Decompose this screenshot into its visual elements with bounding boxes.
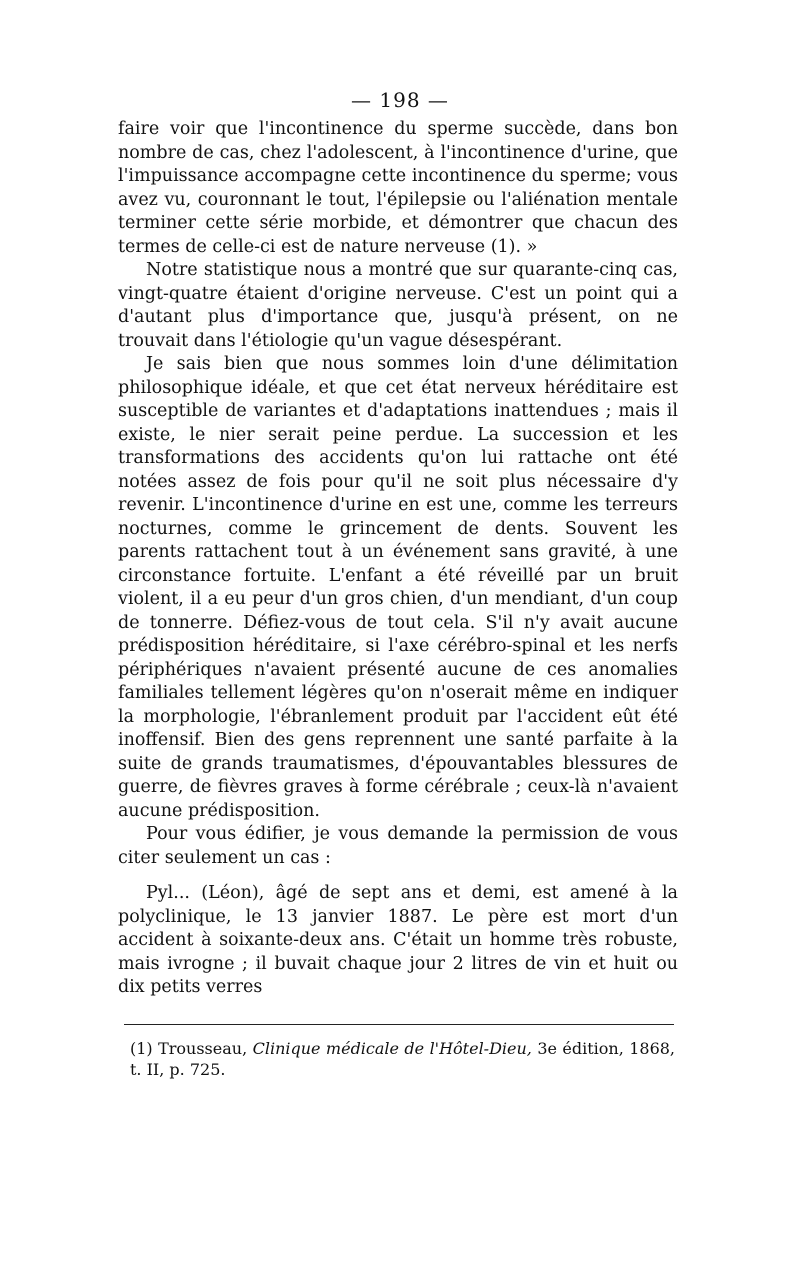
page-number: — 198 — — [351, 88, 449, 112]
paragraph-continuation: faire voir que l'incontinence du sperme succède, dans bon nombre de cas, chez l'adolescent, à l'incontinence d'urine, que l'impuissance accompagne cette incontinence du sperme; vous avez vu, couronnant le tout, l'épilepsie ou l'aliénation mentale terminer cette série morbide, et démontrer que chacun des termes de celle-ci est de nature nerveuse (1). » — [118, 119, 678, 257]
footnote-prefix: (1) Trousseau, — [130, 1039, 253, 1058]
footnote — [130, 1038, 675, 1080]
paragraph-statistics: Notre statistique nous a montré que sur quarante-cinq cas, vingt-quatre étaient d'origine nerveuse. C'est un point qui a d'autant plus d'importance que, jusqu'à présent, on ne trouvait dans l'étiologie qu'un vague désespérant. — [118, 260, 678, 351]
footnote-suffix: 3e édition, 1868, t. II, p. 725. — [130, 1039, 676, 1079]
footnote-title: Clinique médicale de l'Hôtel-Dieu, — [252, 1039, 532, 1058]
paragraph-heredity: Je sais bien que nous sommes loin d'une délimitation philosophique idéale, et que cet état nerveux héréditaire est susceptible de variantes et d'adaptations inattendues ; mais il existe, le nier serait peine perdue. La succession et les transformations des accidents qu'on lui rattache ont été notées assez de fois pour qu'il ne soit plus nécessaire d'y revenir. L'incontinence d'urine en est une, comme les terreurs nocturnes, comme le grincement de dents. Souvent les parents rattachent tout à un événement sans gravité, à une circonstance fortuite. L'enfant a été réveillé par un bruit violent, il a eu peur d'un gros chien, d'un mendiant, d'un coup de tonnerre. Défiez-vous de tout cela. S'il n'y avait aucune prédisposition héréditaire, si l'axe cérébro-spinal et les nerfs périphériques n'avaient présenté aucune de ces anomalies familiales tellement légères qu'on n'oserait même en indiquer la morphologie, l'ébranlement produit par l'accident eût été inoffensif. Bien des gens reprennent une santé parfaite à la suite de grands traumatismes, d'épouvantables blessures de guerre, de fièvres graves à forme cérébrale ; ceux-là n'avaient aucune prédisposition. — [118, 354, 678, 821]
body-text — [118, 118, 678, 1000]
paragraph-case-intro: Pour vous édifier, je vous demande la permission de vous citer seulement un cas : — [118, 824, 678, 868]
paragraph-case-report: Pyl... (Léon), âgé de sept ans et demi, est amené à la polyclinique, le 13 janvier 1887. Le père est mort d'un accident à soixante-deux ans. C'était un homme très robuste, mais ivrogne ; il buvait chaque jour 2 litres de vin et huit ou dix petits verres — [118, 883, 678, 997]
footnote-divider — [124, 1024, 674, 1025]
